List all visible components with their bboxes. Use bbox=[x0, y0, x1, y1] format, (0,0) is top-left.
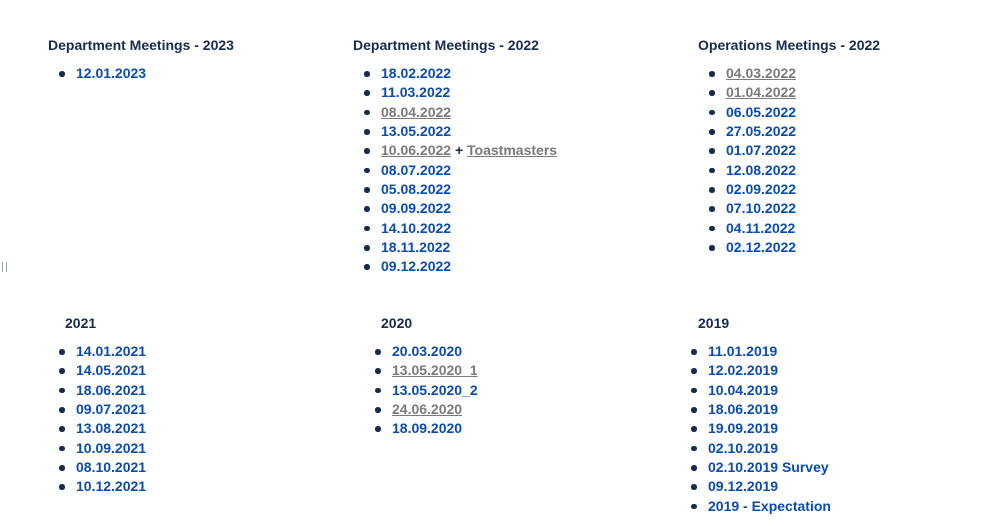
meeting-link[interactable]: 07.10.2022 bbox=[726, 200, 797, 217]
bullet-icon bbox=[709, 129, 715, 135]
bullet-icon bbox=[709, 148, 715, 154]
bullet-icon bbox=[691, 504, 697, 510]
list-item bbox=[698, 141, 998, 160]
meeting-link[interactable]: Toastmasters bbox=[467, 142, 558, 159]
meeting-list bbox=[353, 64, 653, 277]
list-item bbox=[48, 381, 348, 400]
list-item bbox=[680, 400, 980, 419]
meeting-link[interactable]: 18.02.2022 bbox=[381, 65, 452, 81]
bullet-icon bbox=[59, 71, 65, 77]
meeting-link[interactable]: 18.06.2021 bbox=[76, 381, 147, 398]
bullet-icon bbox=[364, 264, 370, 270]
meeting-link[interactable]: 08.04.2022 bbox=[381, 103, 452, 120]
meeting-link[interactable]: 02.10.2019 Survey bbox=[708, 459, 829, 476]
section-title: Department Meetings - 2022 bbox=[353, 37, 539, 53]
list-item bbox=[48, 477, 348, 496]
bullet-icon bbox=[59, 407, 65, 413]
list-item bbox=[680, 361, 980, 380]
list-item bbox=[353, 180, 653, 199]
section-title: Department Meetings - 2023 bbox=[48, 37, 234, 53]
meeting-link[interactable]: 01.07.2022 bbox=[726, 142, 797, 159]
bullet-icon bbox=[59, 388, 65, 394]
separator-text: + bbox=[451, 142, 468, 159]
meeting-link[interactable]: 02.12.2022 bbox=[726, 239, 797, 256]
bullet-icon bbox=[59, 349, 65, 355]
bullet-icon bbox=[691, 407, 697, 413]
meeting-link[interactable]: 08.10.2021 bbox=[76, 459, 147, 476]
bullet-icon bbox=[364, 206, 370, 212]
list-item bbox=[680, 381, 980, 400]
list-item bbox=[353, 161, 653, 180]
meeting-link[interactable]: 12.02.2019 bbox=[708, 362, 779, 379]
bullet-icon bbox=[691, 368, 697, 374]
meeting-link[interactable]: 19.09.2019 bbox=[708, 420, 779, 437]
meeting-link[interactable]: 18.06.2019 bbox=[708, 401, 779, 418]
list-item bbox=[698, 180, 998, 199]
list-item bbox=[353, 219, 653, 238]
list-item bbox=[353, 83, 653, 102]
meeting-link[interactable]: 06.05.2022 bbox=[726, 103, 797, 120]
bullet-icon bbox=[375, 368, 381, 374]
meeting-link[interactable]: 02.09.2022 bbox=[726, 181, 797, 198]
meeting-link[interactable]: 20.03.2020 bbox=[392, 343, 463, 359]
section-department-meetings-2022 bbox=[353, 36, 653, 277]
bullet-icon bbox=[364, 110, 370, 116]
bullet-icon bbox=[691, 426, 697, 432]
list-item bbox=[353, 238, 653, 257]
list-item bbox=[48, 64, 348, 83]
list-item bbox=[364, 361, 664, 380]
bullet-icon bbox=[709, 71, 715, 77]
bullet-icon bbox=[375, 426, 381, 432]
bullet-icon bbox=[59, 465, 65, 471]
list-item bbox=[48, 361, 348, 380]
list-item bbox=[364, 419, 664, 438]
meeting-link[interactable]: 24.06.2020 bbox=[392, 401, 463, 418]
meeting-link[interactable]: 12.08.2022 bbox=[726, 161, 797, 178]
panel-resize-handle[interactable] bbox=[2, 262, 7, 272]
list-item bbox=[698, 161, 998, 180]
bullet-icon bbox=[709, 110, 715, 116]
list-item bbox=[48, 419, 348, 438]
bullet-icon bbox=[364, 148, 370, 154]
meeting-link[interactable]: 08.07.2022 bbox=[381, 161, 452, 178]
bullet-icon bbox=[364, 187, 370, 193]
meeting-list bbox=[364, 342, 664, 439]
bullet-icon bbox=[364, 71, 370, 77]
section-2019 bbox=[680, 314, 980, 516]
section-title: 2019 bbox=[698, 315, 730, 331]
bullet-icon bbox=[691, 465, 697, 471]
meeting-link[interactable]: 01.04.2022 bbox=[726, 84, 797, 101]
section-operations-meetings-2022 bbox=[698, 36, 998, 257]
bullet-icon bbox=[364, 168, 370, 174]
bullet-icon bbox=[691, 349, 697, 355]
list-item bbox=[680, 342, 980, 361]
meeting-link[interactable]: 14.05.2021 bbox=[76, 362, 147, 379]
bullet-icon bbox=[59, 484, 65, 490]
meeting-link[interactable]: 02.10.2019 bbox=[708, 439, 779, 456]
meeting-list bbox=[48, 64, 348, 83]
bullet-icon bbox=[709, 187, 715, 193]
bullet-icon bbox=[375, 388, 381, 394]
list-item bbox=[698, 122, 998, 141]
meeting-link[interactable]: 27.05.2022 bbox=[726, 123, 797, 140]
meeting-list bbox=[680, 342, 980, 516]
list-item bbox=[353, 64, 653, 83]
meeting-link[interactable]: 18.11.2022 bbox=[381, 239, 451, 256]
meeting-link[interactable]: 14.10.2022 bbox=[381, 219, 452, 236]
bullet-icon bbox=[375, 407, 381, 413]
meeting-link[interactable]: 10.04.2019 bbox=[708, 381, 779, 398]
bullet-icon bbox=[691, 388, 697, 394]
list-item bbox=[698, 83, 998, 102]
bullet-icon bbox=[691, 484, 697, 490]
section-title: 2020 bbox=[381, 315, 413, 331]
meeting-link[interactable]: 2019 - Expectation bbox=[708, 497, 831, 514]
list-item bbox=[680, 477, 980, 496]
list-item bbox=[353, 199, 653, 218]
list-item bbox=[353, 257, 653, 276]
list-item bbox=[698, 219, 998, 238]
meeting-link[interactable]: 10.06.2022 bbox=[381, 142, 452, 159]
meeting-link[interactable]: 09.12.2022 bbox=[381, 258, 452, 275]
meeting-link[interactable]: 09.12.2019 bbox=[708, 478, 779, 495]
bullet-icon bbox=[709, 226, 715, 232]
section-2021 bbox=[48, 314, 348, 497]
list-item bbox=[353, 141, 653, 160]
bullet-icon bbox=[364, 129, 370, 135]
meeting-link[interactable]: 09.09.2022 bbox=[381, 200, 452, 217]
list-item bbox=[698, 64, 998, 83]
list-item bbox=[698, 103, 998, 122]
section-title: 2021 bbox=[65, 315, 97, 331]
meeting-link[interactable]: 12.01.2023 bbox=[76, 65, 147, 81]
bullet-icon bbox=[59, 368, 65, 374]
meeting-link[interactable]: 13.08.2021 bbox=[76, 420, 147, 437]
meeting-link[interactable]: 13.05.2020_2 bbox=[392, 381, 478, 398]
bullet-icon bbox=[691, 446, 697, 452]
list-item bbox=[680, 419, 980, 438]
bullet-icon bbox=[364, 90, 370, 96]
list-item bbox=[364, 381, 664, 400]
list-item bbox=[698, 199, 998, 218]
section-2020 bbox=[364, 314, 664, 439]
meeting-link[interactable]: 05.08.2022 bbox=[381, 181, 452, 198]
bullet-icon bbox=[59, 426, 65, 432]
bullet-icon bbox=[364, 226, 370, 232]
list-item bbox=[680, 497, 980, 516]
bullet-icon bbox=[59, 446, 65, 452]
meeting-link[interactable]: 13.05.2020_1 bbox=[392, 362, 478, 379]
bullet-icon bbox=[375, 349, 381, 355]
section-title: Operations Meetings - 2022 bbox=[698, 37, 881, 53]
list-item bbox=[48, 439, 348, 458]
meeting-link[interactable]: 11.01.2019 bbox=[708, 343, 778, 359]
bullet-icon bbox=[709, 245, 715, 251]
meeting-link[interactable]: 13.05.2022 bbox=[381, 123, 452, 140]
meeting-link[interactable]: 10.09.2021 bbox=[76, 439, 147, 456]
list-item bbox=[48, 458, 348, 477]
section-department-meetings-2023 bbox=[48, 36, 348, 83]
meeting-link[interactable]: 09.07.2021 bbox=[76, 401, 147, 418]
list-item bbox=[353, 103, 653, 122]
bullet-icon bbox=[364, 245, 370, 251]
meeting-link[interactable]: 14.01.2021 bbox=[76, 343, 147, 359]
list-item bbox=[364, 342, 664, 361]
list-item bbox=[698, 238, 998, 257]
list-item bbox=[353, 122, 653, 141]
meeting-link[interactable]: 04.11.2022 bbox=[726, 219, 796, 236]
list-item bbox=[48, 342, 348, 361]
meeting-link[interactable]: 18.09.2020 bbox=[392, 420, 463, 437]
meeting-link[interactable]: 10.12.2021 bbox=[76, 478, 147, 495]
list-item bbox=[680, 458, 980, 477]
list-item bbox=[680, 439, 980, 458]
meeting-link[interactable]: 04.03.2022 bbox=[726, 65, 797, 81]
meeting-list bbox=[48, 342, 348, 497]
meeting-link[interactable]: 11.03.2022 bbox=[381, 84, 451, 101]
list-item bbox=[48, 400, 348, 419]
bullet-icon bbox=[709, 206, 715, 212]
meeting-list bbox=[698, 64, 998, 257]
bullet-icon bbox=[709, 168, 715, 174]
list-item bbox=[364, 400, 664, 419]
bullet-icon bbox=[709, 90, 715, 96]
